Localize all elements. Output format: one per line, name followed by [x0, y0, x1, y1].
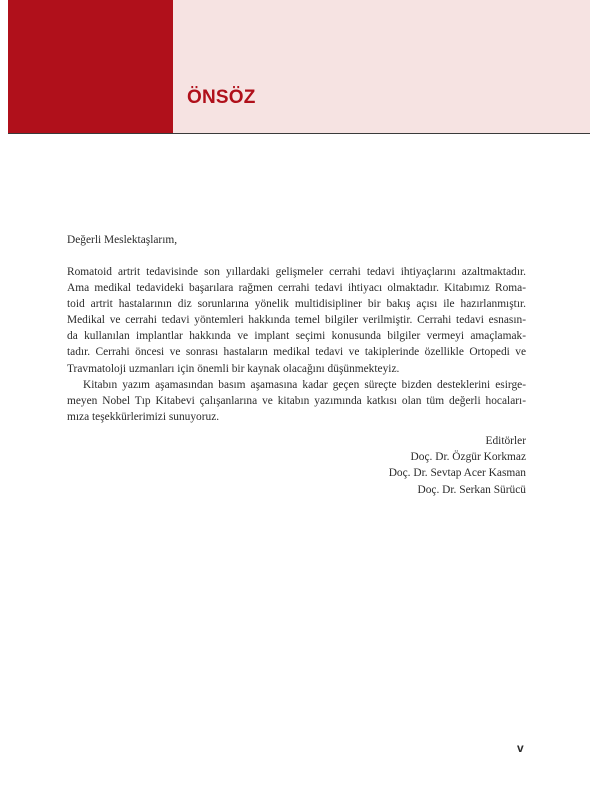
paragraph-line: toid artrit hastalarının diz sorunlarına yönelik multidisipliner bir bakış açısı ile hazırlanmıştır.: [67, 298, 526, 311]
page-title: ÖNSÖZ: [187, 87, 256, 108]
paragraph-line: Romatoid artrit tedavisinde son yıllardaki gelişmeler cerrahi tedavi ihtiyaçlarını azaltmaktadır.: [67, 266, 526, 278]
editor-name: Doç. Dr. Özgür Korkmaz: [410, 451, 526, 464]
paragraph-1: [67, 264, 526, 377]
paragraph-line: tadır. Cerrahi öncesi ve sonrası hastaların medikal tedavi ve takiplerinde özellikle Ortopedi ve: [67, 346, 526, 359]
signature-heading: Editörler: [485, 435, 526, 447]
editors-signature: [389, 433, 526, 498]
paragraph-line: Kitabın yazım aşamasından basım aşamasına kadar geçen süreçte bizden desteklerini esirge-: [83, 379, 526, 391]
paragraph-line: Medikal ve cerrahi tedavi yöntemleri hakkında temel bilgiler verilmiştir. Cerrahi tedavi esnasın-: [67, 314, 526, 327]
paragraph-line: Ama medikal tedavideki başarılara rağmen cerrahi tedavi ihtiyacı olmaktadır. Kitabımız Roma-: [67, 282, 526, 295]
salutation: Değerli Meslektaşlarım,: [67, 234, 178, 246]
paragraph-2: [67, 377, 526, 425]
paragraph-line: Travmatoloji uzmanları için önemli bir kaynak olacağını düşünmekteyiz.: [67, 362, 400, 375]
paragraph-line: mıza teşekkürlerimizi sunuyoruz.: [67, 411, 220, 424]
page-number: v: [517, 741, 524, 755]
paragraph-line: meyen Nobel Tıp Kitabevi çalışanlarına ve kitabın yazımında katkısı olan tüm değerli hocaları-: [67, 395, 526, 408]
editor-name: Doç. Dr. Sevtap Acer Kasman: [388, 467, 526, 480]
header-pink-block: [173, 0, 590, 133]
editor-name: Doç. Dr. Serkan Sürücü: [417, 483, 526, 496]
chapter-header: [0, 0, 590, 133]
header-red-block: [8, 0, 173, 133]
header-divider: [8, 133, 590, 134]
paragraph-line: da kullanılan implantlar hakkında ve implant seçimi konusunda bilgiler vermeyi amaçlamak-: [67, 330, 526, 343]
